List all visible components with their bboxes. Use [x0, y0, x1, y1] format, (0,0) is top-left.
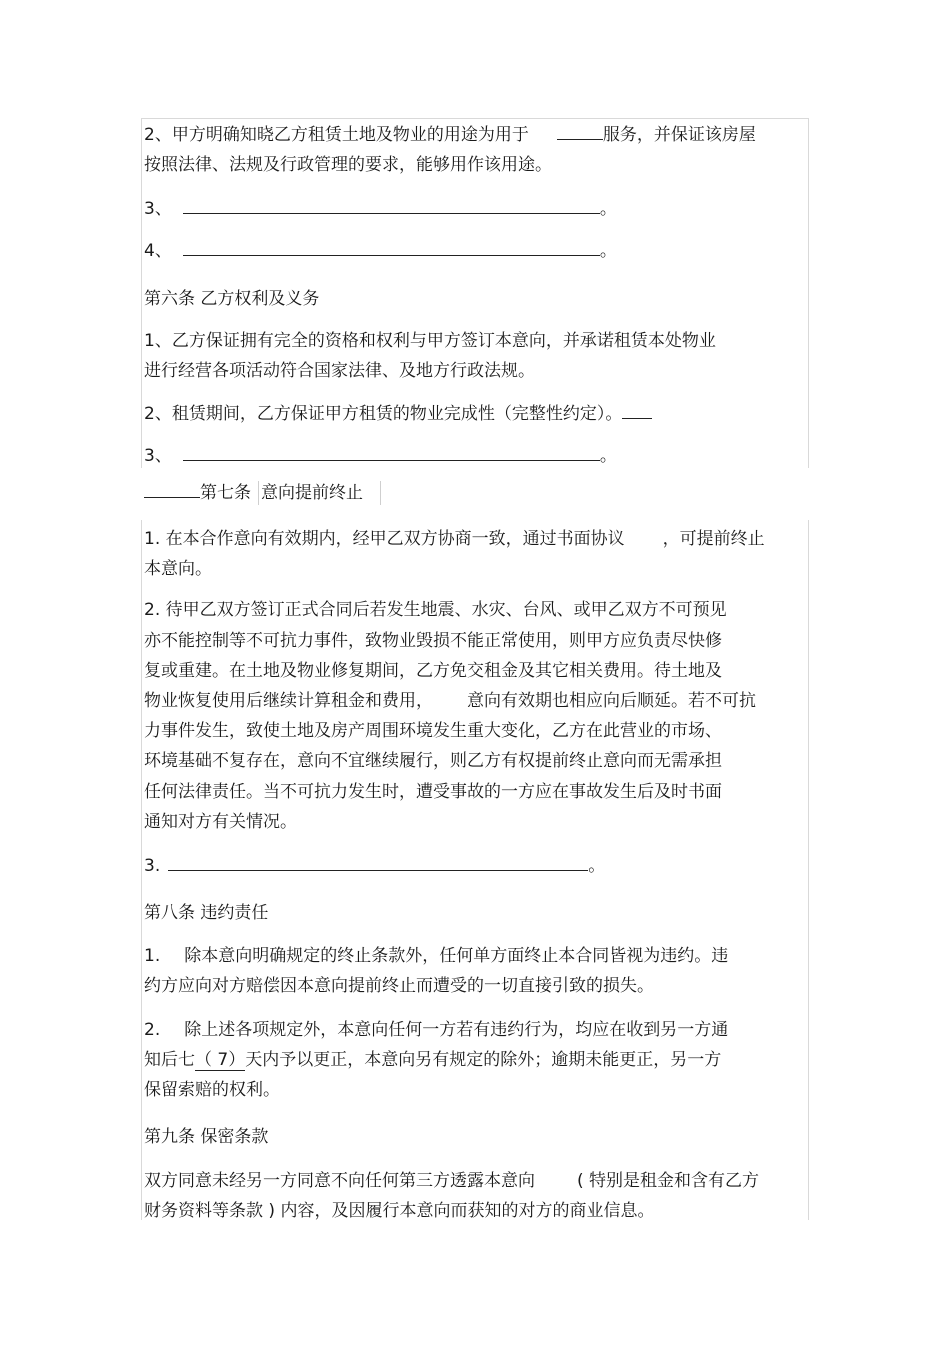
- s7-item1-line1: 1. 在本合作意向有效期内，经甲乙双方协商一致，通过书面协议 ，可提前终止: [144, 529, 765, 549]
- s6-item1-line1: 1、乙方保证拥有完全的资格和权利与甲方签订本意向，并承诺租赁本处物业: [144, 331, 716, 351]
- underlined-value: （ 7）: [195, 1050, 246, 1070]
- s8-item1-line1: 1. 除本意向明确规定的终止条款外，任何单方面终止本合同皆视为违约。违: [144, 946, 729, 966]
- s9-line2: 财务资料等条款 ) 内容，及因履行本意向而获知的对方的商业信息。: [144, 1201, 655, 1221]
- s5-item4: 4、 。: [144, 241, 617, 261]
- s7-item3: 3. 。: [144, 856, 606, 876]
- s7-item2-line1: 2. 待甲乙双方签订正式合同后若发生地震、水灾、台风、或甲乙双方不可预见: [144, 600, 727, 620]
- s5-item3: 3、 。: [144, 199, 617, 219]
- section-9-heading: 第九条 保密条款: [144, 1127, 269, 1147]
- s7-item2-line6: 环境基础不复存在，意向不宜继续履行，则乙方有权提前终止意向而无需承担: [144, 751, 722, 771]
- s6-item1-line2: 进行经营各项活动符合国家法律、及地方行政法规。: [144, 361, 535, 381]
- blank-field: [557, 125, 603, 140]
- s8-item2-line1: 2. 除上述各项规定外，本意向任何一方若有违约行为，均应在收到另一方通: [144, 1020, 729, 1040]
- s7-item2-line7: 任何法律责任。当不可抗力发生时，遭受事故的一方应在事故发生后及时书面: [144, 782, 722, 802]
- section-7-heading: 第七条 意向提前终止: [144, 482, 363, 504]
- s6-item2: 2、租赁期间，乙方保证甲方租赁的物业完成性（完整性约定）。: [144, 403, 652, 425]
- blank-field: [168, 856, 588, 871]
- s8-item2-line3: 保留索赔的权利。: [144, 1080, 280, 1100]
- blank-field: [183, 446, 600, 461]
- s8-item1-line2: 约方应向对方赔偿因本意向提前终止而遭受的一切直接引致的损失。: [144, 976, 654, 996]
- s5-item2-line1: 2、甲方明确知晓乙方租赁土地及物业的用途为用于 服务，并保证该房屋: [144, 125, 756, 145]
- section-6-heading: 第六条 乙方权利及义务: [144, 289, 320, 309]
- blank-field: [144, 483, 200, 498]
- blank-field: [622, 404, 652, 419]
- s7-item2-line4: 物业恢复使用后继续计算租金和费用， 意向有效期也相应向后顺延。若不可抗: [144, 691, 756, 711]
- s9-line1: 双方同意未经另一方同意不向任何第三方透露本意向 ( 特别是租金和含有乙方: [144, 1171, 760, 1191]
- s8-item2-line2: 知后七（ 7）天内予以更正，本意向另有规定的除外；逾期未能更正，另一方: [144, 1050, 722, 1070]
- s7-item2-line5: 力事件发生，致使土地及房产周围环境发生重大变化，乙方在此营业的市场、: [144, 721, 722, 741]
- s7-item2-line3: 复或重建。在土地及物业修复期间，乙方免交租金及其它相关费用。待土地及: [144, 661, 722, 681]
- blank-field: [183, 199, 600, 214]
- blank-field: [183, 241, 600, 256]
- s7-item2-line8: 通知对方有关情况。: [144, 812, 297, 832]
- section-8-heading: 第八条 违约责任: [144, 903, 269, 923]
- s5-item2-line2: 按照法律、法规及行政管理的要求，能够用作该用途。: [144, 155, 552, 175]
- s6-item3: 3、 。: [144, 446, 617, 466]
- s7-item2-line2: 亦不能控制等不可抗力事件，致物业毁损不能正常使用，则甲方应负责尽快修: [144, 631, 722, 651]
- s7-item1-line2: 本意向。: [144, 559, 212, 579]
